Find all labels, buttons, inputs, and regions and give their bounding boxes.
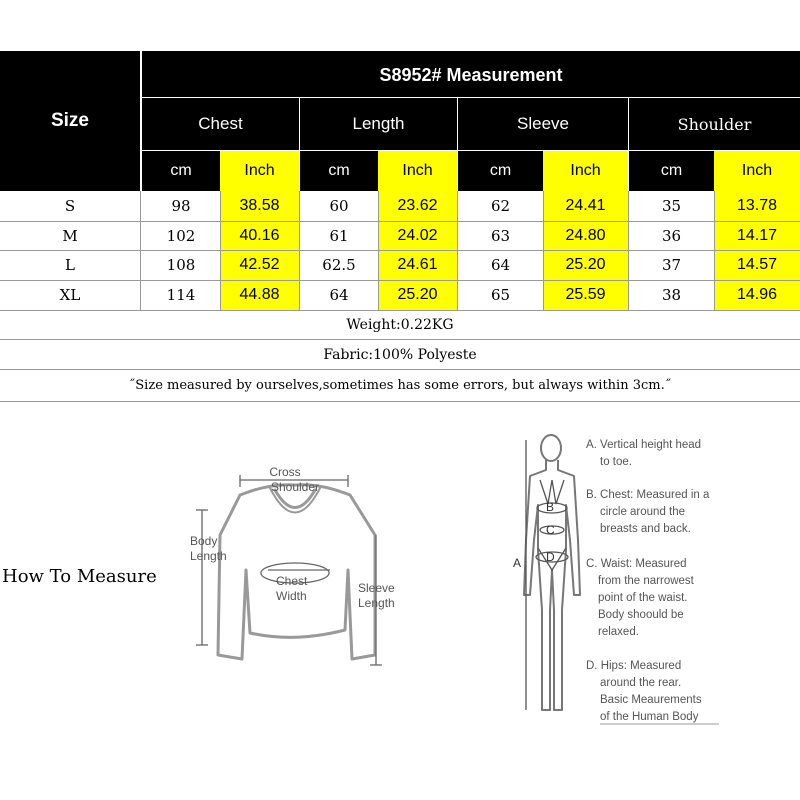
table-cell: 62.5 — [322, 256, 356, 274]
how-to-measure-title: How To Measure — [2, 566, 157, 587]
body-length-label: Body — [190, 534, 218, 548]
table-cell: 102 — [166, 226, 196, 245]
table-cell-inch: 14.57 — [736, 256, 778, 273]
size-cell: M — [62, 226, 78, 245]
table-cell-inch: 24.41 — [565, 197, 606, 214]
note-d: around the rear. — [600, 677, 682, 689]
table-cell-inch: 25.20 — [397, 286, 438, 303]
table-cell: 61 — [329, 226, 349, 245]
table-title: S8952# Measurement — [379, 64, 563, 85]
unit-inch: Inch — [220, 151, 299, 191]
table-cell-inch: 44.88 — [239, 286, 280, 303]
unit-cm: cm — [328, 162, 350, 179]
table-cell-inch: 40.16 — [239, 226, 280, 244]
table-cell-inch: 23.62 — [397, 197, 438, 214]
table-cell-inch: 25.59 — [565, 286, 606, 303]
unit-cm: cm — [489, 162, 512, 179]
table-cell-inch: 14.96 — [736, 286, 778, 303]
chest-width-label: Width — [276, 589, 307, 603]
size-note: ˝Size measured by ourselves,sometimes has some errors, but always within 3cm.˝ — [128, 378, 672, 393]
table-cell-inch: 25.20 — [565, 256, 606, 273]
table-cell: 64 — [490, 256, 511, 274]
shirt-labels — [180, 460, 420, 640]
sleeve-length-label: Length — [358, 596, 395, 610]
size-cell: L — [65, 256, 75, 274]
table-cell: 65 — [490, 286, 511, 304]
body-length-label: Length — [190, 549, 227, 563]
table-cell-inch: 24.02 — [397, 226, 438, 244]
table-cell-inch: 38.58 — [239, 197, 280, 214]
measurement-notes — [584, 430, 744, 730]
letter-a: A — [513, 556, 522, 570]
note-a: A. Vertical height head — [586, 439, 702, 451]
size-cell: XL — [59, 286, 81, 304]
cross-shoulder-label: Cross — [269, 465, 301, 479]
note-c: Body shoould be — [598, 609, 684, 621]
table-cell: 108 — [166, 256, 196, 274]
note-d: Basic Meaurements — [600, 694, 702, 706]
note-c: C. Waist: Measured — [586, 558, 687, 570]
row-divider — [0, 401, 800, 402]
table-cell-inch: 42.52 — [239, 256, 280, 273]
size-header: Size — [50, 110, 90, 131]
col-divider — [140, 191, 141, 310]
note-c: relaxed. — [598, 626, 639, 638]
group-header-sleeve: Sleeve — [517, 114, 569, 133]
note-d: D. Hips: Measured — [586, 660, 682, 672]
table-cell-inch: 13.78 — [736, 197, 778, 214]
sleeve-length-label: Sleeve — [358, 581, 395, 595]
table-cell: 98 — [171, 197, 191, 215]
table-cell: 38 — [661, 286, 682, 304]
unit-cm: cm — [660, 162, 683, 179]
table-cell: 36 — [661, 226, 682, 245]
table-cell: 62 — [490, 197, 511, 215]
table-cell: 64 — [329, 286, 349, 304]
weight-info: Weight:0.22KG — [346, 316, 454, 333]
table-cell: 35 — [661, 197, 682, 215]
cross-shoulder-label: Shoulder — [270, 480, 320, 494]
chest-width-label: Chest — [276, 574, 308, 588]
unit-inch: Inch — [714, 151, 800, 191]
table-cell: 63 — [490, 226, 511, 245]
note-b: B. Chest: Measured in a — [586, 489, 710, 501]
unit-inch: Inch — [543, 151, 628, 191]
note-b: breasts and back. — [600, 523, 691, 535]
table-cell: 60 — [329, 197, 349, 215]
table-cell-inch: 24.80 — [565, 226, 606, 244]
group-header-shoulder: Shoulder — [677, 114, 752, 134]
note-a: to toe. — [600, 456, 632, 468]
group-header-length: Length — [352, 114, 405, 133]
letter-c: C — [546, 523, 555, 537]
table-cell: 114 — [166, 286, 196, 304]
unit-inch: Inch — [378, 151, 457, 191]
note-b: circle around the — [600, 506, 686, 518]
note-c: from the narrowest — [598, 575, 694, 587]
table-cell-inch: 24.61 — [397, 256, 438, 273]
unit-cm: cm — [170, 162, 192, 179]
table-cell-inch: 14.17 — [736, 226, 778, 244]
fabric-info: Fabric:100% Polyeste — [323, 346, 477, 363]
letter-b: B — [546, 500, 555, 514]
letter-d: D — [546, 550, 555, 564]
group-header-chest: Chest — [198, 114, 243, 133]
note-d: of the Human Body — [600, 711, 699, 723]
table-cell: 37 — [661, 256, 682, 274]
size-cell: S — [64, 197, 76, 215]
note-c: point of the waist. — [598, 592, 688, 604]
